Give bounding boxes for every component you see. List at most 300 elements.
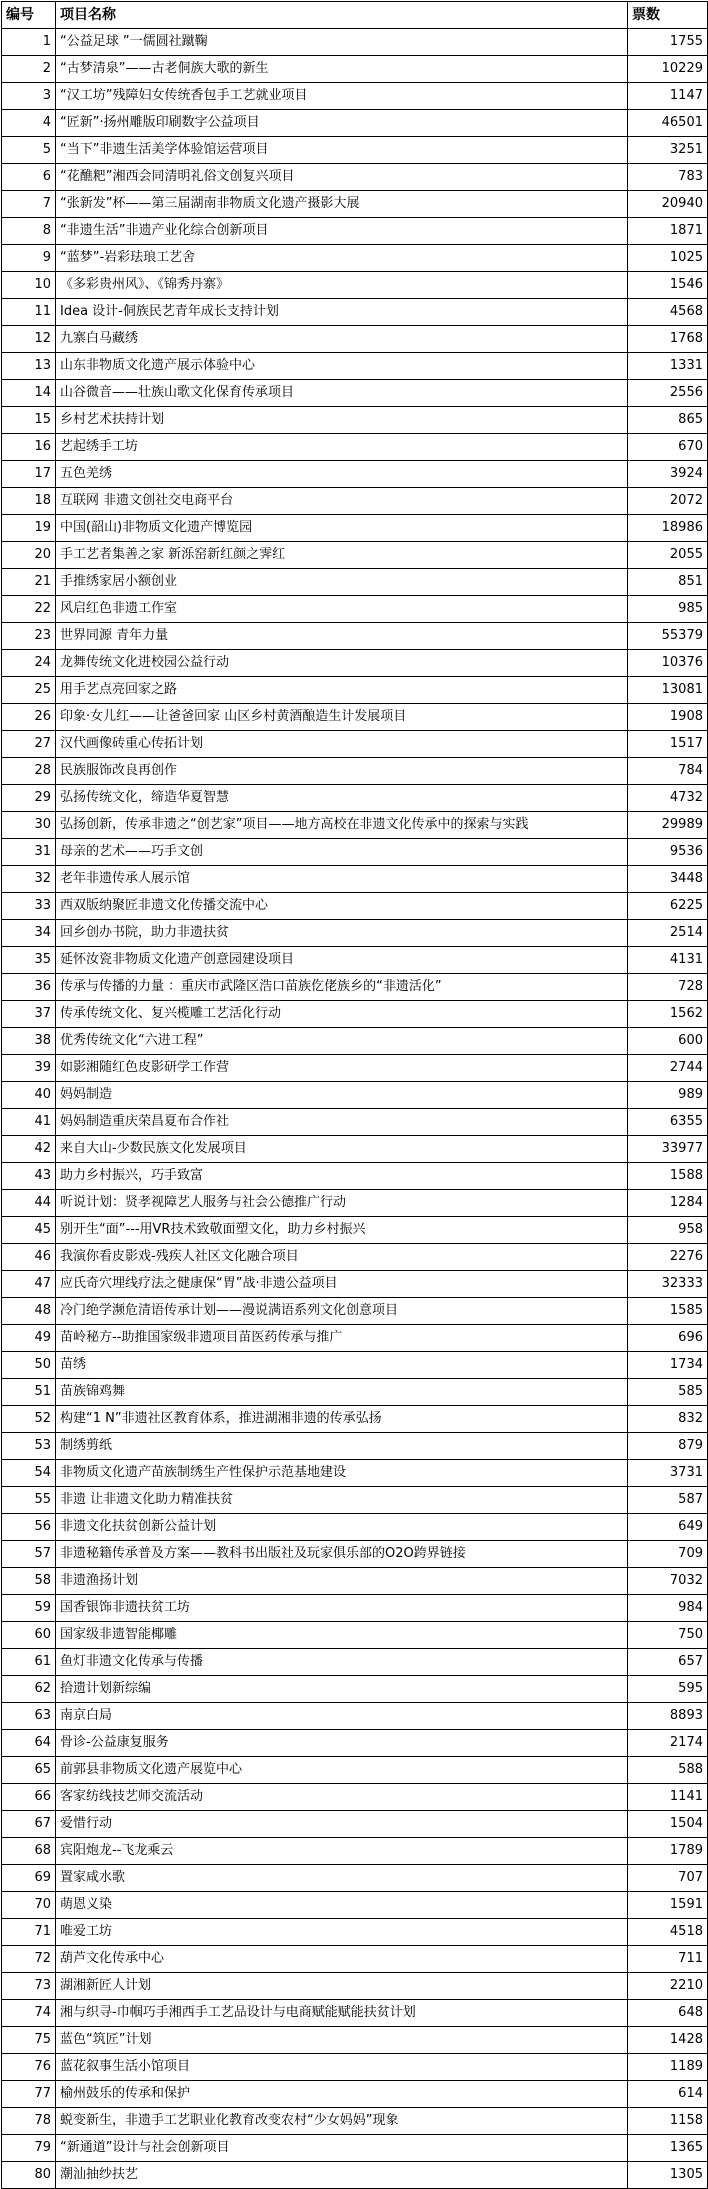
vote-count-cell: 1284 [628,1190,708,1217]
table-row [2,326,708,353]
table-row [2,1325,708,1352]
vote-count-cell: 1755 [628,29,708,56]
row-number-cell: 50 [2,1352,56,1379]
vote-count-cell: 1789 [628,1838,708,1865]
vote-count-cell: 784 [628,758,708,785]
table-row [2,866,708,893]
row-number-cell: 34 [2,920,56,947]
row-number-cell: 39 [2,1055,56,1082]
vote-count-cell: 4518 [628,1919,708,1946]
project-name-cell: “匠新”·扬州雕版印刷数字公益项目 [56,110,628,137]
row-number-cell: 33 [2,893,56,920]
table-row [2,1676,708,1703]
vote-count-cell: 3251 [628,137,708,164]
project-name-cell: 国家级非遗智能椰雕 [56,1622,628,1649]
row-number-cell: 18 [2,488,56,515]
row-number-cell: 66 [2,1784,56,1811]
vote-count-cell: 1365 [628,2135,708,2162]
row-number-cell: 52 [2,1406,56,1433]
vote-count-cell: 1734 [628,1352,708,1379]
vote-count-cell: 9536 [628,839,708,866]
header-name: 项目名称 [56,2,628,29]
project-name-cell: “花醮粑”湘西会同清明礼俗文创复兴项目 [56,164,628,191]
project-name-cell: 听说计划：贤孝视障艺人服务与社会公德推广行动 [56,1190,628,1217]
vote-count-cell: 1768 [628,326,708,353]
table-row [2,83,708,110]
table-row [2,1406,708,1433]
table-row [2,650,708,677]
table-row [2,1514,708,1541]
table-row [2,1487,708,1514]
vote-count-cell: 1591 [628,1892,708,1919]
table-row [2,1379,708,1406]
project-name-cell: 苗绣 [56,1352,628,1379]
table-row [2,245,708,272]
project-name-cell: 助力乡村振兴，巧手致富 [56,1163,628,1190]
project-name-cell: 弘扬创新，传承非遗之“创艺家”项目——地方高校在非遗文化传承中的探索与实践 [56,812,628,839]
table-row [2,1757,708,1784]
vote-count-cell: 6355 [628,1109,708,1136]
project-name-cell: 母亲的艺术——巧手文创 [56,839,628,866]
row-number-cell: 47 [2,1271,56,1298]
table-row [2,1865,708,1892]
row-number-cell: 2 [2,56,56,83]
vote-count-cell: 1517 [628,731,708,758]
row-number-cell: 74 [2,2000,56,2027]
vote-count-cell: 1908 [628,704,708,731]
vote-count-cell: 2055 [628,542,708,569]
table-row [2,1217,708,1244]
table-row [2,542,708,569]
header-votes: 票数 [628,2,708,29]
table-row [2,272,708,299]
project-name-cell: 前郭县非物质文化遗产展览中心 [56,1757,628,1784]
project-name-cell: 妈妈制造 [56,1082,628,1109]
table-row [2,353,708,380]
project-name-cell: 世界同源 青年力量 [56,623,628,650]
row-number-cell: 67 [2,1811,56,1838]
vote-count-cell: 20940 [628,191,708,218]
project-name-cell: 苗族锦鸡舞 [56,1379,628,1406]
row-number-cell: 15 [2,407,56,434]
row-number-cell: 71 [2,1919,56,1946]
table-row [2,677,708,704]
project-name-cell: 中国(韶山)非物质文化遗产博览园 [56,515,628,542]
table-row [2,2000,708,2027]
vote-count-cell: 588 [628,1757,708,1784]
vote-count-cell: 1025 [628,245,708,272]
row-number-cell: 41 [2,1109,56,1136]
table-row [2,515,708,542]
table-row [2,785,708,812]
project-name-cell: 非遗秘籍传承普及方案——教科书出版社及玩家俱乐部的O2O跨界链接 [56,1541,628,1568]
vote-count-cell: 1428 [628,2027,708,2054]
vote-count-cell: 600 [628,1028,708,1055]
table-row [2,2108,708,2135]
project-name-cell: 传承传统文化、复兴榄雕工艺活化行动 [56,1001,628,1028]
row-number-cell: 62 [2,1676,56,1703]
row-number-cell: 21 [2,569,56,596]
project-name-cell: 拾遗计划新综编 [56,1676,628,1703]
project-name-cell: 非遗渔扬计划 [56,1568,628,1595]
table-row [2,2054,708,2081]
project-name-cell: 印象·女儿红——让爸爸回家 山区乡村黄酒酿造生计发展项目 [56,704,628,731]
table-row [2,1784,708,1811]
table-row [2,137,708,164]
project-name-cell: 冷门绝学濒危清语传承计划——漫说满语系列文化创意项目 [56,1298,628,1325]
vote-count-cell: 958 [628,1217,708,1244]
row-number-cell: 56 [2,1514,56,1541]
row-number-cell: 17 [2,461,56,488]
project-name-cell: “张新发”杯——第三届湖南非物质文化遗产摄影大展 [56,191,628,218]
vote-count-cell: 851 [628,569,708,596]
row-number-cell: 46 [2,1244,56,1271]
project-name-cell: 苗岭秘方--助推国家级非遗项目苗医药传承与推广 [56,1325,628,1352]
vote-count-cell: 2514 [628,920,708,947]
vote-count-cell: 8893 [628,1703,708,1730]
vote-count-cell: 13081 [628,677,708,704]
row-number-cell: 77 [2,2081,56,2108]
project-name-cell: 鱼灯非遗文化传承与传播 [56,1649,628,1676]
row-number-cell: 37 [2,1001,56,1028]
project-name-cell: 骨诊-公益康复服务 [56,1730,628,1757]
project-name-cell: 老年非遗传承人展示馆 [56,866,628,893]
row-number-cell: 63 [2,1703,56,1730]
table-row [2,1919,708,1946]
vote-count-cell: 1158 [628,2108,708,2135]
table-row [2,110,708,137]
row-number-cell: 57 [2,1541,56,1568]
table-row [2,1082,708,1109]
table-row [2,839,708,866]
row-number-cell: 32 [2,866,56,893]
row-number-cell: 60 [2,1622,56,1649]
row-number-cell: 27 [2,731,56,758]
vote-count-cell: 29989 [628,812,708,839]
row-number-cell: 61 [2,1649,56,1676]
vote-count-cell: 1562 [628,1001,708,1028]
project-name-cell: 制绣剪纸 [56,1433,628,1460]
table-row [2,1892,708,1919]
row-number-cell: 40 [2,1082,56,1109]
vote-count-cell: 2174 [628,1730,708,1757]
vote-count-cell: 1305 [628,2162,708,2189]
project-name-cell: 山东非物质文化遗产展示体验中心 [56,353,628,380]
header-num: 编号 [2,2,56,29]
vote-count-cell: 4732 [628,785,708,812]
vote-count-cell: 832 [628,1406,708,1433]
table-row [2,1271,708,1298]
row-number-cell: 38 [2,1028,56,1055]
vote-count-cell: 7032 [628,1568,708,1595]
row-number-cell: 7 [2,191,56,218]
row-number-cell: 42 [2,1136,56,1163]
table-row [2,1568,708,1595]
row-number-cell: 6 [2,164,56,191]
project-name-cell: “新通道”设计与社会创新项目 [56,2135,628,2162]
vote-count-cell: 10229 [628,56,708,83]
table-header-row [2,2,708,29]
vote-count-cell: 55379 [628,623,708,650]
table-row [2,1163,708,1190]
vote-count-cell: 2072 [628,488,708,515]
table-row [2,1055,708,1082]
project-name-cell: 我演你看皮影戏-残疾人社区文化融合项目 [56,1244,628,1271]
project-name-cell: 妈妈制造重庆荣昌夏布合作社 [56,1109,628,1136]
table-row [2,1541,708,1568]
vote-count-cell: 2210 [628,1973,708,2000]
table-row [2,1622,708,1649]
row-number-cell: 51 [2,1379,56,1406]
table-row [2,2162,708,2189]
table-row [2,1433,708,1460]
vote-count-cell: 587 [628,1487,708,1514]
project-votes-table [1,1,708,2189]
vote-count-cell: 18986 [628,515,708,542]
row-number-cell: 22 [2,596,56,623]
vote-count-cell: 1141 [628,1784,708,1811]
table-row [2,1460,708,1487]
row-number-cell: 11 [2,299,56,326]
vote-count-cell: 1504 [628,1811,708,1838]
row-number-cell: 78 [2,2108,56,2135]
project-name-cell: 湘与织寻-巾帼巧手湘西手工艺品设计与电商赋能赋能扶贫计划 [56,2000,628,2027]
project-name-cell: 别开生“面”---用VR技术致敬面塑文化，助力乡村振兴 [56,1217,628,1244]
row-number-cell: 3 [2,83,56,110]
project-name-cell: 客家纺线技艺师交流活动 [56,1784,628,1811]
project-name-cell: 宾阳炮龙--飞龙乘云 [56,1838,628,1865]
vote-count-cell: 879 [628,1433,708,1460]
project-name-cell: 西双版纳聚匠非遗文化传播交流中心 [56,893,628,920]
table-row [2,596,708,623]
project-name-cell: 回乡创办书院，助力非遗扶贫 [56,920,628,947]
vote-count-cell: 614 [628,2081,708,2108]
project-name-cell: “非遗生活”非遗产业化综合创新项目 [56,218,628,245]
vote-count-cell: 728 [628,974,708,1001]
vote-count-cell: 984 [628,1595,708,1622]
table-row [2,1730,708,1757]
row-number-cell: 10 [2,272,56,299]
project-name-cell: “古梦清泉”——古老侗族大歌的新生 [56,56,628,83]
row-number-cell: 80 [2,2162,56,2189]
vote-count-cell: 1871 [628,218,708,245]
row-number-cell: 45 [2,1217,56,1244]
project-name-cell: 互联网 非遗文创社交电商平台 [56,488,628,515]
table-row [2,920,708,947]
row-number-cell: 31 [2,839,56,866]
vote-count-cell: 1585 [628,1298,708,1325]
table-row [2,461,708,488]
project-name-cell: 来自大山-少数民族文化发展项目 [56,1136,628,1163]
project-name-cell: 蓝色“筑匠”计划 [56,2027,628,2054]
row-number-cell: 4 [2,110,56,137]
vote-count-cell: 711 [628,1946,708,1973]
project-name-cell: 蜕变新生，非遗手工艺职业化教育改变农村“少女妈妈”现象 [56,2108,628,2135]
vote-count-cell: 10376 [628,650,708,677]
vote-count-cell: 585 [628,1379,708,1406]
vote-count-cell: 750 [628,1622,708,1649]
project-name-cell: 延怀汝瓷非物质文化遗产创意园建设项目 [56,947,628,974]
vote-count-cell: 6225 [628,893,708,920]
project-name-cell: Idea 设计-侗族民艺青年成长支持计划 [56,299,628,326]
row-number-cell: 73 [2,1973,56,2000]
vote-count-cell: 3448 [628,866,708,893]
project-name-cell: 置家咸水歌 [56,1865,628,1892]
row-number-cell: 24 [2,650,56,677]
project-name-cell: 构建“1 N”非遗社区教育体系，推进湖湘非遗的传承弘扬 [56,1406,628,1433]
row-number-cell: 35 [2,947,56,974]
vote-count-cell: 696 [628,1325,708,1352]
table-row [2,893,708,920]
vote-count-cell: 707 [628,1865,708,1892]
vote-count-cell: 32333 [628,1271,708,1298]
table-row [2,56,708,83]
project-name-cell: 如影湘随红色皮影研学工作营 [56,1055,628,1082]
project-name-cell: 用手艺点亮回家之路 [56,677,628,704]
vote-count-cell: 989 [628,1082,708,1109]
project-name-cell: 《多彩贵州风》、《锦秀丹寨》 [56,272,628,299]
row-number-cell: 14 [2,380,56,407]
table-row [2,758,708,785]
table-row [2,2135,708,2162]
table-row [2,1595,708,1622]
row-number-cell: 9 [2,245,56,272]
project-name-cell: 五色羌绣 [56,461,628,488]
table-row [2,191,708,218]
row-number-cell: 1 [2,29,56,56]
table-row [2,1028,708,1055]
project-name-cell: 民族服饰改良再创作 [56,758,628,785]
vote-count-cell: 33977 [628,1136,708,1163]
vote-count-cell: 670 [628,434,708,461]
project-name-cell: 山谷微音——壮族山歌文化保育传承项目 [56,380,628,407]
table-row [2,1838,708,1865]
project-name-cell: 非遗文化扶贫创新公益计划 [56,1514,628,1541]
project-name-cell: 风启红色非遗工作室 [56,596,628,623]
vote-count-cell: 46501 [628,110,708,137]
table-row [2,407,708,434]
vote-count-cell: 985 [628,596,708,623]
table-row [2,812,708,839]
row-number-cell: 68 [2,1838,56,1865]
vote-count-cell: 657 [628,1649,708,1676]
vote-count-cell: 1546 [628,272,708,299]
row-number-cell: 26 [2,704,56,731]
table-body [2,29,708,2189]
project-name-cell: 九寨白马藏绣 [56,326,628,353]
row-number-cell: 69 [2,1865,56,1892]
table-row [2,1811,708,1838]
row-number-cell: 16 [2,434,56,461]
table-row [2,2027,708,2054]
project-name-cell: 榆州鼓乐的传承和保护 [56,2081,628,2108]
row-number-cell: 79 [2,2135,56,2162]
vote-count-cell: 2744 [628,1055,708,1082]
project-name-cell: “蓝梦”-岩彩珐琅工艺舍 [56,245,628,272]
vote-count-cell: 709 [628,1541,708,1568]
vote-count-cell: 1147 [628,83,708,110]
row-number-cell: 70 [2,1892,56,1919]
project-name-cell: 汉代画像砖重心传拓计划 [56,731,628,758]
row-number-cell: 64 [2,1730,56,1757]
row-number-cell: 49 [2,1325,56,1352]
vote-count-cell: 2276 [628,1244,708,1271]
row-number-cell: 13 [2,353,56,380]
vote-count-cell: 4568 [628,299,708,326]
row-number-cell: 19 [2,515,56,542]
row-number-cell: 72 [2,1946,56,1973]
vote-count-cell: 1331 [628,353,708,380]
project-name-cell: 爱惜行动 [56,1811,628,1838]
row-number-cell: 58 [2,1568,56,1595]
table-row [2,218,708,245]
row-number-cell: 23 [2,623,56,650]
vote-count-cell: 3731 [628,1460,708,1487]
table-row [2,488,708,515]
project-name-cell: 蓝花叙事生活小馆项目 [56,2054,628,2081]
project-name-cell: 手推绣家居小额创业 [56,569,628,596]
row-number-cell: 5 [2,137,56,164]
vote-count-cell: 1588 [628,1163,708,1190]
project-name-cell: 湖湘新匠人计划 [56,1973,628,2000]
vote-count-cell: 3924 [628,461,708,488]
table-row [2,1190,708,1217]
project-name-cell: 国香银饰非遗扶贫工坊 [56,1595,628,1622]
vote-count-cell: 2556 [628,380,708,407]
table-row [2,1136,708,1163]
table-row [2,29,708,56]
vote-count-cell: 648 [628,2000,708,2027]
project-name-cell: 唯爱工坊 [56,1919,628,1946]
table-row [2,434,708,461]
vote-count-cell: 4131 [628,947,708,974]
project-name-cell: 应氏奇穴埋线疗法之健康保“胃”战·非遗公益项目 [56,1271,628,1298]
row-number-cell: 75 [2,2027,56,2054]
project-name-cell: 潮汕抽纱扶艺 [56,2162,628,2189]
row-number-cell: 48 [2,1298,56,1325]
project-name-cell: 南京白局 [56,1703,628,1730]
table-row [2,974,708,1001]
vote-count-cell: 649 [628,1514,708,1541]
row-number-cell: 12 [2,326,56,353]
row-number-cell: 44 [2,1190,56,1217]
row-number-cell: 55 [2,1487,56,1514]
table-row [2,299,708,326]
table-row [2,1352,708,1379]
row-number-cell: 59 [2,1595,56,1622]
project-name-cell: 传承与传播的力量 ：重庆市武隆区浩口苗族仡佬族乡的“非遗活化” [56,974,628,1001]
vote-count-cell: 1189 [628,2054,708,2081]
project-name-cell: 优秀传统文化“六进工程” [56,1028,628,1055]
project-name-cell: “汉工坊”残障妇女传统香包手工艺就业项目 [56,83,628,110]
project-name-cell: “当下”非遗生活美学体验馆运营项目 [56,137,628,164]
table-row [2,1109,708,1136]
vote-count-cell: 865 [628,407,708,434]
row-number-cell: 76 [2,2054,56,2081]
table-row [2,1703,708,1730]
table-row [2,1946,708,1973]
project-name-cell: 手工艺者集善之家 新泺窑新红颜之霁红 [56,542,628,569]
table-row [2,731,708,758]
project-name-cell: 萌恩义染 [56,1892,628,1919]
row-number-cell: 36 [2,974,56,1001]
row-number-cell: 20 [2,542,56,569]
row-number-cell: 54 [2,1460,56,1487]
project-name-cell: 非遗 让非遗文化助力精准扶贫 [56,1487,628,1514]
project-name-cell: 弘扬传统文化，缔造华夏智慧 [56,785,628,812]
row-number-cell: 25 [2,677,56,704]
row-number-cell: 29 [2,785,56,812]
